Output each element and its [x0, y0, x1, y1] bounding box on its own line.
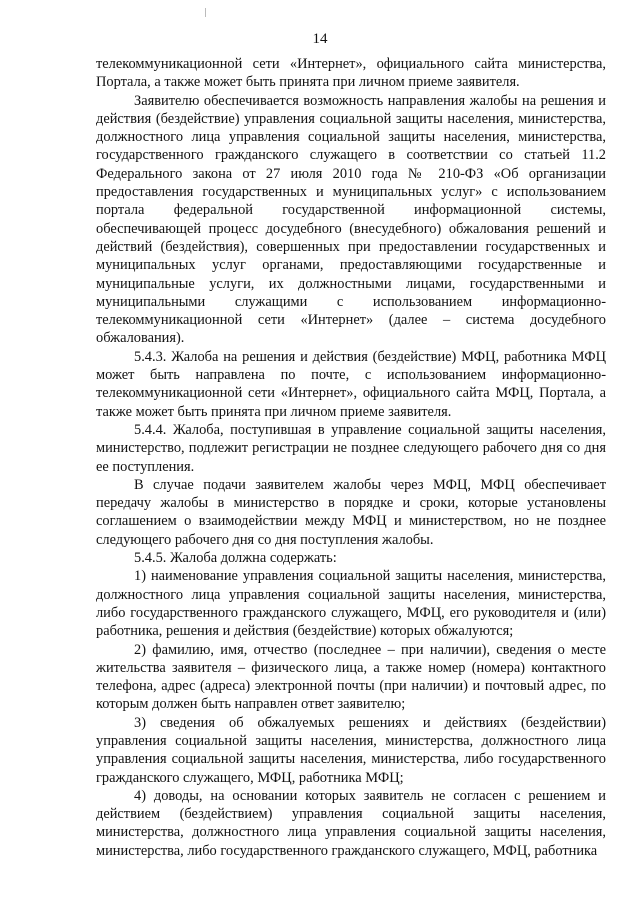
paragraph-mfc-submission: В случае подачи заявителем жалобы через МФЦ, МФЦ обеспечивает передачу жалобы в министерство в порядке и сроки, которые установлены соглашением о взаимодействии между МФЦ и министерством, но не позднее следующего рабочего дня со дня поступления жалобы. — [96, 476, 606, 548]
page-number: 14 — [312, 31, 328, 47]
list-item-3: 3) сведения об обжалуемых решениях и действиях (бездействии) управления социальной защиты населения, министерства, должностного лица управления социальной защиты населения, министерства, либо государственного гражданского служащего, МФЦ, работника МФЦ; — [96, 714, 606, 786]
paragraph-pretrial-system: Заявителю обеспечивается возможность направления жалобы на решения и действия (бездействие) управления социальной защиты населения, министерства, должностного лица управления социальной защиты населения, министерства, государственного гражданского служащего в соответствии со статьей 11.2 Федерального закона от 27 июля 2010 года № 210-ФЗ «Об организации предоставления государственных и муниципальных услуг» с использованием портала федеральной государственной информационной системы, обеспечивающей процесс досудебного (внесудебного) обжалования решений и действий (бездействия), совершенных при предоставлении государственных и муниципальных услуг органами, предоставляющими государственные и муниципальные услуги, их должностными лицами, государственными и муниципальными служащими с использованием информационно-телекоммуникационной сети «Интернет» (далее – система досудебного обжалования). — [96, 92, 606, 347]
list-item-2: 2) фамилию, имя, отчество (последнее – при наличии), сведения о месте жительства заявителя – физического лица, а также номер (номера) контактного телефона, адрес (адреса) электронной почты (при наличии) и почтовый адрес, по которым должен быть направлен ответ заявителю; — [96, 641, 606, 713]
paragraph-5-4-4: 5.4.4. Жалоба, поступившая в управление социальной защиты населения, министерство, подлежит регистрации не позднее следующего рабочего дня со дня ее поступления. — [96, 421, 606, 475]
scan-mark — [205, 8, 206, 17]
paragraph-continuation: телекоммуникационной сети «Интернет», официального сайта министерства, Портала, а также может быть принята при личном приеме заявителя. — [96, 56, 606, 91]
paragraph-5-4-3: 5.4.3. Жалоба на решения и действия (бездействие) МФЦ, работника МФЦ может быть направлена по почте, с использованием информационно-телекоммуникационной сети «Интернет», официального сайта МФЦ, Портала, а также может быть принята при личном приеме заявителя. — [96, 348, 606, 420]
list-item-1: 1) наименование управления социальной защиты населения, министерства, должностного лица управления социальной защиты населения, министерства, либо государственного гражданского служащего, МФЦ, его руководителя и (или) работника, решения и действия (бездействие) которых обжалуются; — [96, 568, 606, 640]
list-item-4: 4) доводы, на основании которых заявитель не согласен с решением и действием (бездействием) управления социальной защиты населения, министерства, должностного лица управления социальной защиты населения, министерства, либо государственного гражданского служащего, МФЦ, работника — [96, 787, 606, 859]
document-body — [96, 55, 606, 860]
paragraph-5-4-5: 5.4.5. Жалоба должна содержать: — [134, 550, 337, 567]
